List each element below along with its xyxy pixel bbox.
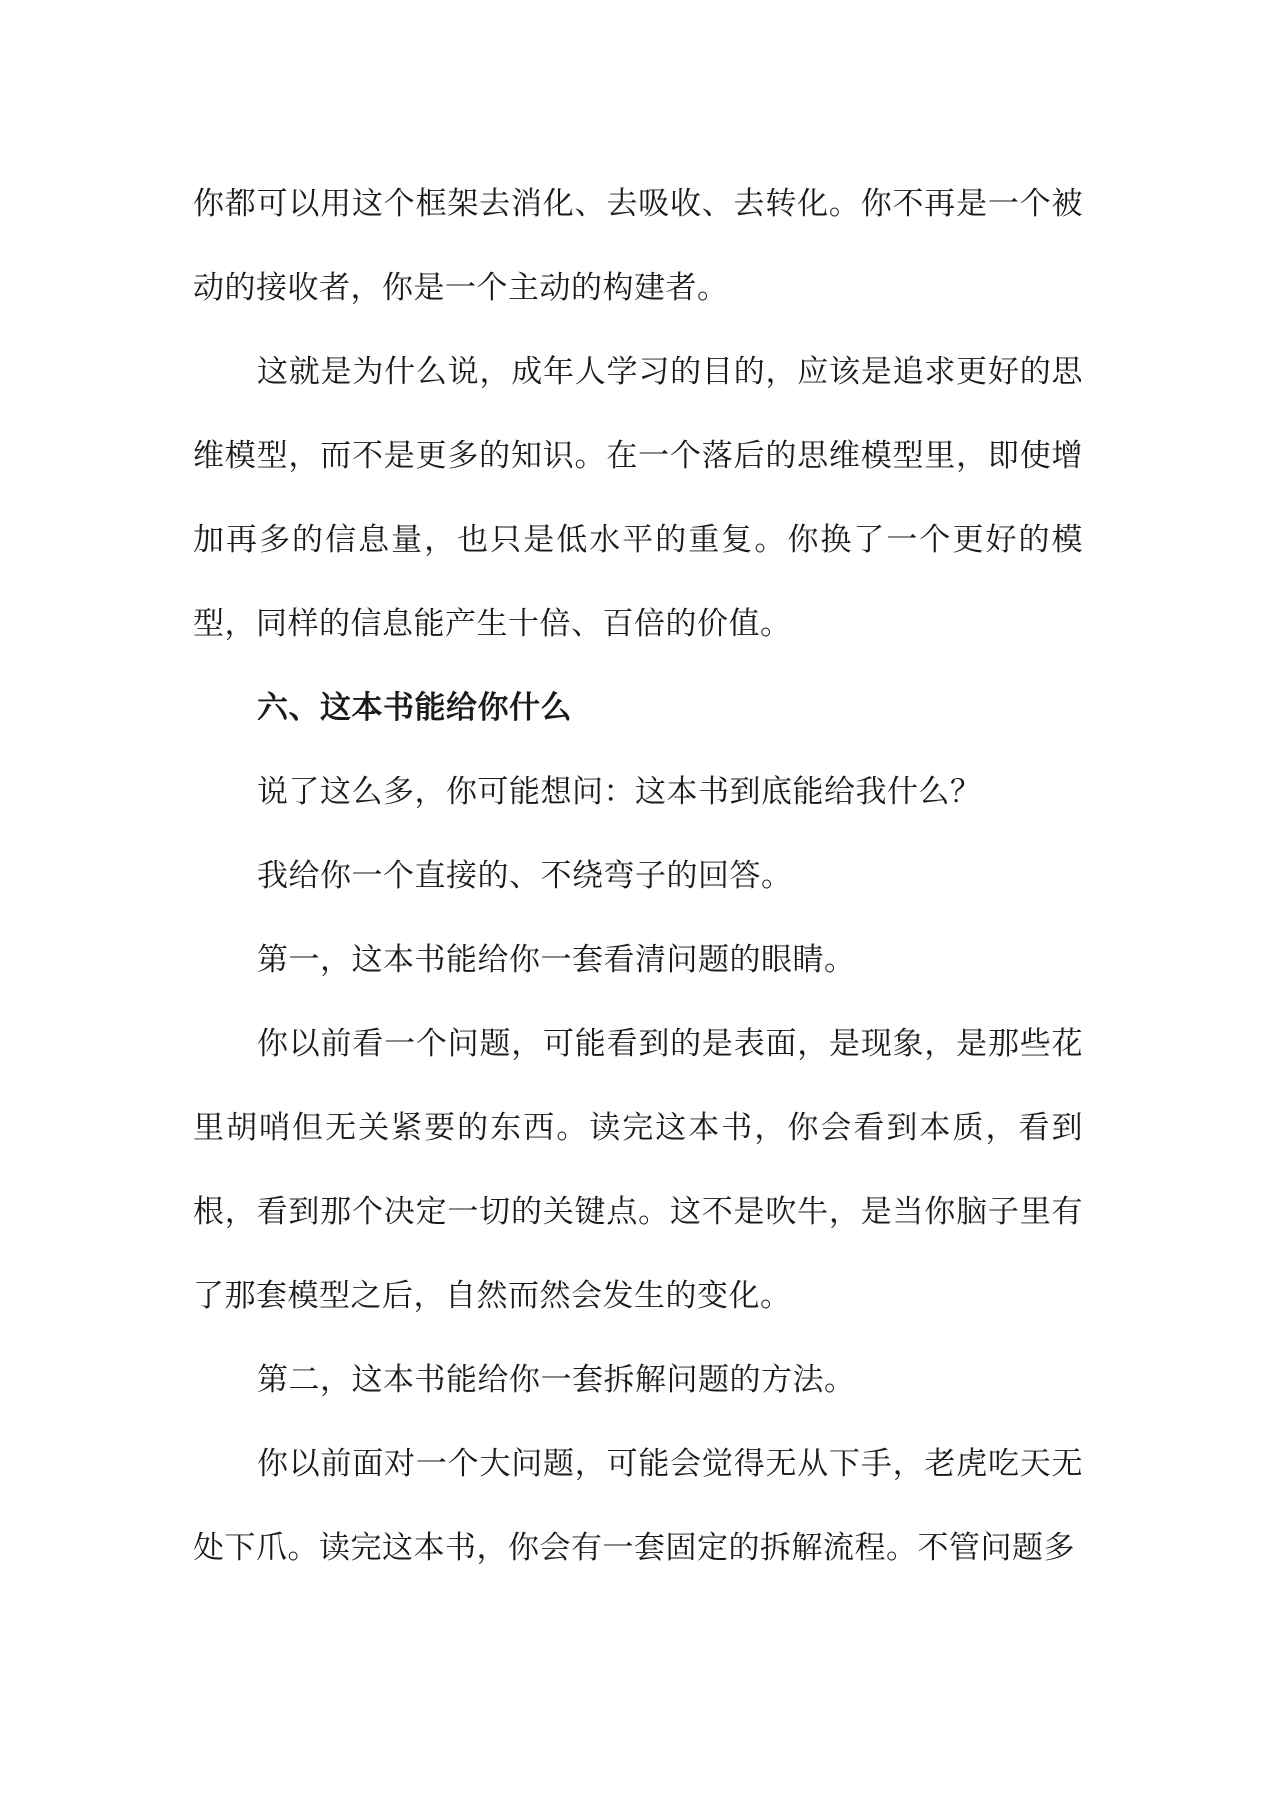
paragraph-point-two: 第二，这本书能给你一套拆解问题的方法。 — [257, 1362, 856, 1398]
document-body — [193, 162, 1083, 1590]
paragraph-direct-answer: 我给你一个直接的、不绕弯子的回答。 — [257, 858, 793, 894]
paragraph-question: 说了这么多，你可能想问：这本书到底能给我什么？ — [257, 774, 982, 810]
paragraph-point-one: 第一，这本书能给你一套看清问题的眼睛。 — [257, 942, 856, 978]
paragraph-thinking-model: 这就是为什么说，成年人学习的目的，应该是追求更好的思维模型，而不是更多的知识。在一个落后的思维模型里，即使增加再多的信息量，也只是低水平的重复。你换了一个更好的模型，同样的信息能产生十倍、百倍的价值。 — [193, 354, 1083, 642]
paragraph-point-two-detail: 你以前面对一个大问题，可能会觉得无从下手，老虎吃天无处下爪。读完这本书，你会有一套固定的拆解流程。不管问题多 — [193, 1446, 1083, 1566]
paragraph-framework: 你都可以用这个框架去消化、去吸收、去转化。你不再是一个被动的接收者，你是一个主动的构建者。 — [193, 186, 1083, 306]
section-heading: 六、这本书能给你什么 — [257, 690, 572, 726]
paragraph-point-one-detail: 你以前看一个问题，可能看到的是表面，是现象，是那些花里胡哨但无关紧要的东西。读完这本书，你会看到本质，看到根，看到那个决定一切的关键点。这不是吹牛，是当你脑子里有了那套模型之后，自然而然会发生的变化。 — [193, 1026, 1083, 1314]
